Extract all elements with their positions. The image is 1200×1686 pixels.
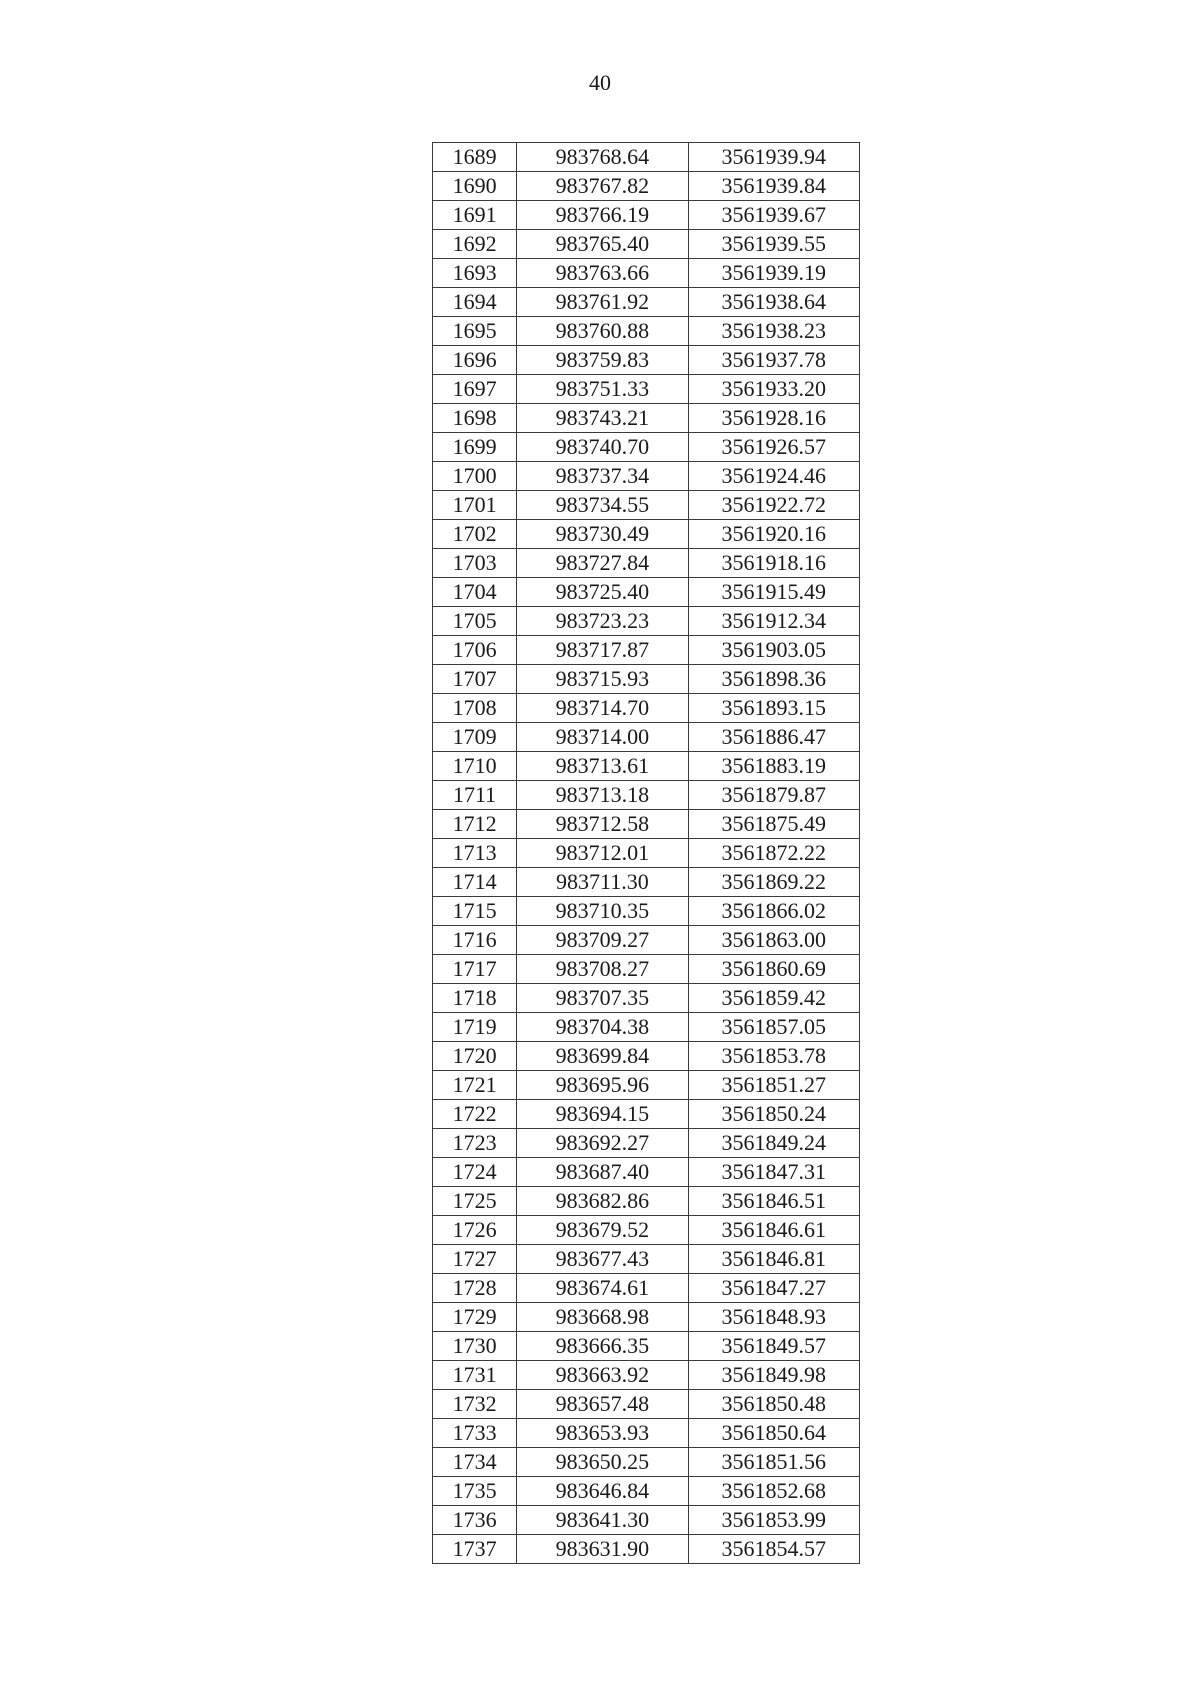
point-number-cell: 1718 xyxy=(433,984,517,1013)
y-coordinate-cell: 3561846.81 xyxy=(688,1245,859,1274)
point-number-cell: 1714 xyxy=(433,868,517,897)
table-row xyxy=(433,694,860,723)
x-coordinate-cell: 983712.01 xyxy=(517,839,688,868)
x-coordinate-cell: 983710.35 xyxy=(517,897,688,926)
x-coordinate-cell: 983768.64 xyxy=(517,143,688,172)
x-coordinate-cell: 983687.40 xyxy=(517,1158,688,1187)
x-coordinate-cell: 983699.84 xyxy=(517,1042,688,1071)
x-coordinate-cell: 983682.86 xyxy=(517,1187,688,1216)
x-coordinate-cell: 983763.66 xyxy=(517,259,688,288)
x-coordinate-cell: 983646.84 xyxy=(517,1477,688,1506)
x-coordinate-cell: 983711.30 xyxy=(517,868,688,897)
x-coordinate-cell: 983712.58 xyxy=(517,810,688,839)
point-number-cell: 1692 xyxy=(433,230,517,259)
table-row xyxy=(433,1071,860,1100)
table-row xyxy=(433,549,860,578)
point-number-cell: 1737 xyxy=(433,1535,517,1564)
y-coordinate-cell: 3561893.15 xyxy=(688,694,859,723)
y-coordinate-cell: 3561857.05 xyxy=(688,1013,859,1042)
y-coordinate-cell: 3561928.16 xyxy=(688,404,859,433)
x-coordinate-cell: 983737.34 xyxy=(517,462,688,491)
x-coordinate-cell: 983677.43 xyxy=(517,1245,688,1274)
y-coordinate-cell: 3561938.64 xyxy=(688,288,859,317)
y-coordinate-cell: 3561849.24 xyxy=(688,1129,859,1158)
coordinates-table-body xyxy=(433,143,860,1564)
x-coordinate-cell: 983727.84 xyxy=(517,549,688,578)
x-coordinate-cell: 983692.27 xyxy=(517,1129,688,1158)
y-coordinate-cell: 3561849.98 xyxy=(688,1361,859,1390)
point-number-cell: 1727 xyxy=(433,1245,517,1274)
y-coordinate-cell: 3561939.94 xyxy=(688,143,859,172)
x-coordinate-cell: 983714.00 xyxy=(517,723,688,752)
x-coordinate-cell: 983730.49 xyxy=(517,520,688,549)
y-coordinate-cell: 3561920.16 xyxy=(688,520,859,549)
table-row xyxy=(433,781,860,810)
y-coordinate-cell: 3561903.05 xyxy=(688,636,859,665)
point-number-cell: 1699 xyxy=(433,433,517,462)
point-number-cell: 1704 xyxy=(433,578,517,607)
table-row xyxy=(433,868,860,897)
y-coordinate-cell: 3561850.64 xyxy=(688,1419,859,1448)
table-row xyxy=(433,346,860,375)
point-number-cell: 1726 xyxy=(433,1216,517,1245)
y-coordinate-cell: 3561924.46 xyxy=(688,462,859,491)
y-coordinate-cell: 3561922.72 xyxy=(688,491,859,520)
point-number-cell: 1730 xyxy=(433,1332,517,1361)
y-coordinate-cell: 3561883.19 xyxy=(688,752,859,781)
x-coordinate-cell: 983695.96 xyxy=(517,1071,688,1100)
table-row xyxy=(433,1100,860,1129)
x-coordinate-cell: 983715.93 xyxy=(517,665,688,694)
point-number-cell: 1691 xyxy=(433,201,517,230)
point-number-cell: 1731 xyxy=(433,1361,517,1390)
table-row xyxy=(433,1448,860,1477)
table-row xyxy=(433,462,860,491)
point-number-cell: 1729 xyxy=(433,1303,517,1332)
point-number-cell: 1690 xyxy=(433,172,517,201)
table-row xyxy=(433,1303,860,1332)
point-number-cell: 1721 xyxy=(433,1071,517,1100)
y-coordinate-cell: 3561939.84 xyxy=(688,172,859,201)
point-number-cell: 1712 xyxy=(433,810,517,839)
point-number-cell: 1694 xyxy=(433,288,517,317)
table-row xyxy=(433,230,860,259)
x-coordinate-cell: 983760.88 xyxy=(517,317,688,346)
x-coordinate-cell: 983713.61 xyxy=(517,752,688,781)
y-coordinate-cell: 3561851.56 xyxy=(688,1448,859,1477)
point-number-cell: 1689 xyxy=(433,143,517,172)
point-number-cell: 1715 xyxy=(433,897,517,926)
table-row xyxy=(433,1361,860,1390)
table-row xyxy=(433,520,860,549)
table-row xyxy=(433,1129,860,1158)
x-coordinate-cell: 983766.19 xyxy=(517,201,688,230)
y-coordinate-cell: 3561938.23 xyxy=(688,317,859,346)
table-row xyxy=(433,1419,860,1448)
table-row xyxy=(433,1332,860,1361)
x-coordinate-cell: 983751.33 xyxy=(517,375,688,404)
table-row xyxy=(433,839,860,868)
x-coordinate-cell: 983657.48 xyxy=(517,1390,688,1419)
point-number-cell: 1703 xyxy=(433,549,517,578)
y-coordinate-cell: 3561852.68 xyxy=(688,1477,859,1506)
table-row xyxy=(433,288,860,317)
x-coordinate-cell: 983707.35 xyxy=(517,984,688,1013)
table-row xyxy=(433,172,860,201)
y-coordinate-cell: 3561846.61 xyxy=(688,1216,859,1245)
x-coordinate-cell: 983709.27 xyxy=(517,926,688,955)
y-coordinate-cell: 3561847.27 xyxy=(688,1274,859,1303)
table-row xyxy=(433,1187,860,1216)
y-coordinate-cell: 3561847.31 xyxy=(688,1158,859,1187)
x-coordinate-cell: 983717.87 xyxy=(517,636,688,665)
table-row xyxy=(433,897,860,926)
table-row xyxy=(433,665,860,694)
x-coordinate-cell: 983759.83 xyxy=(517,346,688,375)
y-coordinate-cell: 3561859.42 xyxy=(688,984,859,1013)
x-coordinate-cell: 983743.21 xyxy=(517,404,688,433)
table-row xyxy=(433,578,860,607)
point-number-cell: 1720 xyxy=(433,1042,517,1071)
point-number-cell: 1702 xyxy=(433,520,517,549)
table-row xyxy=(433,1042,860,1071)
x-coordinate-cell: 983663.92 xyxy=(517,1361,688,1390)
y-coordinate-cell: 3561933.20 xyxy=(688,375,859,404)
point-number-cell: 1707 xyxy=(433,665,517,694)
y-coordinate-cell: 3561875.49 xyxy=(688,810,859,839)
y-coordinate-cell: 3561866.02 xyxy=(688,897,859,926)
y-coordinate-cell: 3561939.19 xyxy=(688,259,859,288)
y-coordinate-cell: 3561869.22 xyxy=(688,868,859,897)
point-number-cell: 1709 xyxy=(433,723,517,752)
table-row xyxy=(433,143,860,172)
point-number-cell: 1697 xyxy=(433,375,517,404)
y-coordinate-cell: 3561915.49 xyxy=(688,578,859,607)
point-number-cell: 1732 xyxy=(433,1390,517,1419)
point-number-cell: 1701 xyxy=(433,491,517,520)
point-number-cell: 1717 xyxy=(433,955,517,984)
point-number-cell: 1734 xyxy=(433,1448,517,1477)
x-coordinate-cell: 983679.52 xyxy=(517,1216,688,1245)
table-row xyxy=(433,984,860,1013)
y-coordinate-cell: 3561850.48 xyxy=(688,1390,859,1419)
x-coordinate-cell: 983714.70 xyxy=(517,694,688,723)
point-number-cell: 1716 xyxy=(433,926,517,955)
y-coordinate-cell: 3561860.69 xyxy=(688,955,859,984)
y-coordinate-cell: 3561872.22 xyxy=(688,839,859,868)
x-coordinate-cell: 983708.27 xyxy=(517,955,688,984)
table-row xyxy=(433,259,860,288)
x-coordinate-cell: 983725.40 xyxy=(517,578,688,607)
table-row xyxy=(433,926,860,955)
table-row xyxy=(433,201,860,230)
x-coordinate-cell: 983650.25 xyxy=(517,1448,688,1477)
table-row xyxy=(433,1245,860,1274)
x-coordinate-cell: 983641.30 xyxy=(517,1506,688,1535)
table-row xyxy=(433,1274,860,1303)
point-number-cell: 1695 xyxy=(433,317,517,346)
point-number-cell: 1711 xyxy=(433,781,517,810)
x-coordinate-cell: 983631.90 xyxy=(517,1535,688,1564)
x-coordinate-cell: 983653.93 xyxy=(517,1419,688,1448)
x-coordinate-cell: 983734.55 xyxy=(517,491,688,520)
point-number-cell: 1735 xyxy=(433,1477,517,1506)
page-number: 40 xyxy=(589,70,611,95)
point-number-cell: 1725 xyxy=(433,1187,517,1216)
point-number-cell: 1723 xyxy=(433,1129,517,1158)
y-coordinate-cell: 3561939.67 xyxy=(688,201,859,230)
table-row xyxy=(433,752,860,781)
table-row xyxy=(433,723,860,752)
y-coordinate-cell: 3561939.55 xyxy=(688,230,859,259)
y-coordinate-cell: 3561849.57 xyxy=(688,1332,859,1361)
x-coordinate-cell: 983704.38 xyxy=(517,1013,688,1042)
table-row xyxy=(433,317,860,346)
table-row xyxy=(433,1477,860,1506)
point-number-cell: 1693 xyxy=(433,259,517,288)
x-coordinate-cell: 983713.18 xyxy=(517,781,688,810)
point-number-cell: 1722 xyxy=(433,1100,517,1129)
table-row xyxy=(433,1535,860,1564)
x-coordinate-cell: 983765.40 xyxy=(517,230,688,259)
y-coordinate-cell: 3561898.36 xyxy=(688,665,859,694)
table-row xyxy=(433,1013,860,1042)
y-coordinate-cell: 3561918.16 xyxy=(688,549,859,578)
y-coordinate-cell: 3561886.47 xyxy=(688,723,859,752)
y-coordinate-cell: 3561853.78 xyxy=(688,1042,859,1071)
table-row xyxy=(433,433,860,462)
table-row xyxy=(433,404,860,433)
point-number-cell: 1724 xyxy=(433,1158,517,1187)
table-row xyxy=(433,1390,860,1419)
point-number-cell: 1696 xyxy=(433,346,517,375)
table-row xyxy=(433,810,860,839)
table-row xyxy=(433,375,860,404)
point-number-cell: 1719 xyxy=(433,1013,517,1042)
x-coordinate-cell: 983740.70 xyxy=(517,433,688,462)
y-coordinate-cell: 3561854.57 xyxy=(688,1535,859,1564)
x-coordinate-cell: 983723.23 xyxy=(517,607,688,636)
y-coordinate-cell: 3561848.93 xyxy=(688,1303,859,1332)
y-coordinate-cell: 3561846.51 xyxy=(688,1187,859,1216)
y-coordinate-cell: 3561853.99 xyxy=(688,1506,859,1535)
y-coordinate-cell: 3561926.57 xyxy=(688,433,859,462)
y-coordinate-cell: 3561879.87 xyxy=(688,781,859,810)
table-row xyxy=(433,1158,860,1187)
x-coordinate-cell: 983668.98 xyxy=(517,1303,688,1332)
table-row xyxy=(433,1216,860,1245)
point-number-cell: 1700 xyxy=(433,462,517,491)
y-coordinate-cell: 3561851.27 xyxy=(688,1071,859,1100)
y-coordinate-cell: 3561850.24 xyxy=(688,1100,859,1129)
point-number-cell: 1736 xyxy=(433,1506,517,1535)
x-coordinate-cell: 983674.61 xyxy=(517,1274,688,1303)
point-number-cell: 1728 xyxy=(433,1274,517,1303)
point-number-cell: 1705 xyxy=(433,607,517,636)
y-coordinate-cell: 3561937.78 xyxy=(688,346,859,375)
x-coordinate-cell: 983761.92 xyxy=(517,288,688,317)
point-number-cell: 1733 xyxy=(433,1419,517,1448)
y-coordinate-cell: 3561863.00 xyxy=(688,926,859,955)
table-row xyxy=(433,491,860,520)
table-row xyxy=(433,636,860,665)
point-number-cell: 1706 xyxy=(433,636,517,665)
table-row xyxy=(433,955,860,984)
point-number-cell: 1710 xyxy=(433,752,517,781)
x-coordinate-cell: 983694.15 xyxy=(517,1100,688,1129)
coordinates-table xyxy=(432,142,860,1564)
point-number-cell: 1698 xyxy=(433,404,517,433)
x-coordinate-cell: 983666.35 xyxy=(517,1332,688,1361)
table-row xyxy=(433,607,860,636)
point-number-cell: 1708 xyxy=(433,694,517,723)
point-number-cell: 1713 xyxy=(433,839,517,868)
table-row xyxy=(433,1506,860,1535)
y-coordinate-cell: 3561912.34 xyxy=(688,607,859,636)
x-coordinate-cell: 983767.82 xyxy=(517,172,688,201)
